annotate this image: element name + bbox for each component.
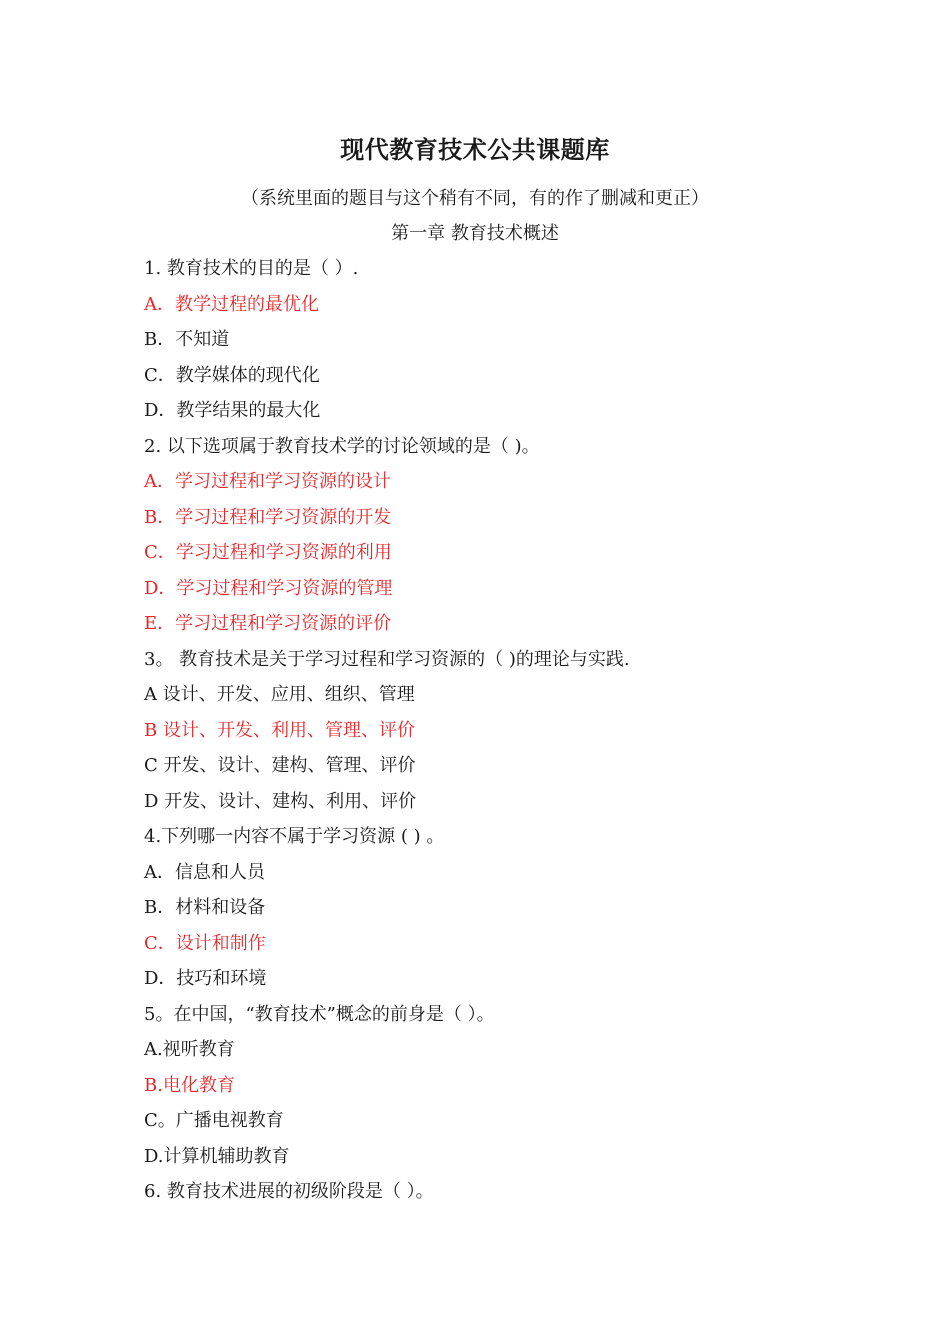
correct-answer-line: A．教学过程的最优化: [144, 293, 319, 315]
chapter-heading: 第一章 教育技术概述: [391, 223, 559, 244]
correct-answer-line: C．设计和制作: [144, 932, 266, 954]
correct-answer-line: E．学习过程和学习资源的评价: [144, 613, 392, 634]
question-list: [144, 254, 844, 1213]
option-line: A．信息和人员: [144, 861, 265, 883]
document-title: 现代教育技术公共课题库: [340, 135, 610, 164]
correct-answer-line: A．学习过程和学习资源的设计: [144, 471, 391, 492]
correct-answer-line: D．学习过程和学习资源的管理: [144, 577, 393, 599]
option-line: A.视听教育: [144, 1039, 235, 1060]
option-line: A 设计、开发、应用、组织、管理: [144, 684, 415, 705]
option-line: C．教学媒体的现代化: [144, 364, 320, 386]
correct-answer-line: B.电化教育: [144, 1074, 235, 1096]
question-line: 2. 以下选项属于教育技术学的讨论领域的是（ )。: [144, 435, 540, 457]
correct-answer-line: B．学习过程和学习资源的开发: [144, 506, 392, 528]
question-line: 1. 教育技术的目的是（ ）.: [144, 258, 359, 279]
option-line: C。广播电视教育: [144, 1110, 284, 1131]
option-line: B．不知道: [144, 329, 230, 350]
question-line: 3。 教育技术是关于学习过程和学习资源的（ )的理论与实践.: [144, 648, 630, 670]
question-line: 5。在中国，“教育技术”概念的前身是（ ）。: [144, 1003, 495, 1025]
option-line: D.计算机辅助教育: [144, 1145, 290, 1167]
option-line: D．技巧和环境: [144, 968, 267, 989]
option-line: D 开发、设计、建构、利用、评价: [144, 790, 417, 812]
option-line: D．教学结果的最大化: [144, 400, 321, 421]
option-line: B．材料和设备: [144, 897, 266, 918]
correct-answer-line: C．学习过程和学习资源的利用: [144, 542, 392, 563]
correct-answer-line: B 设计、开发、利用、管理、评价: [144, 719, 415, 741]
question-line: 6. 教育技术进展的初级阶段是（ ）。: [144, 1181, 434, 1202]
question-line: 4.下列哪一内容不属于学习资源 ( ) 。: [144, 826, 445, 847]
document-subtitle: （系统里面的题目与这个稍有不同，有的作了删减和更正）: [241, 188, 709, 209]
option-line: C 开发、设计、建构、管理、评价: [144, 755, 416, 776]
